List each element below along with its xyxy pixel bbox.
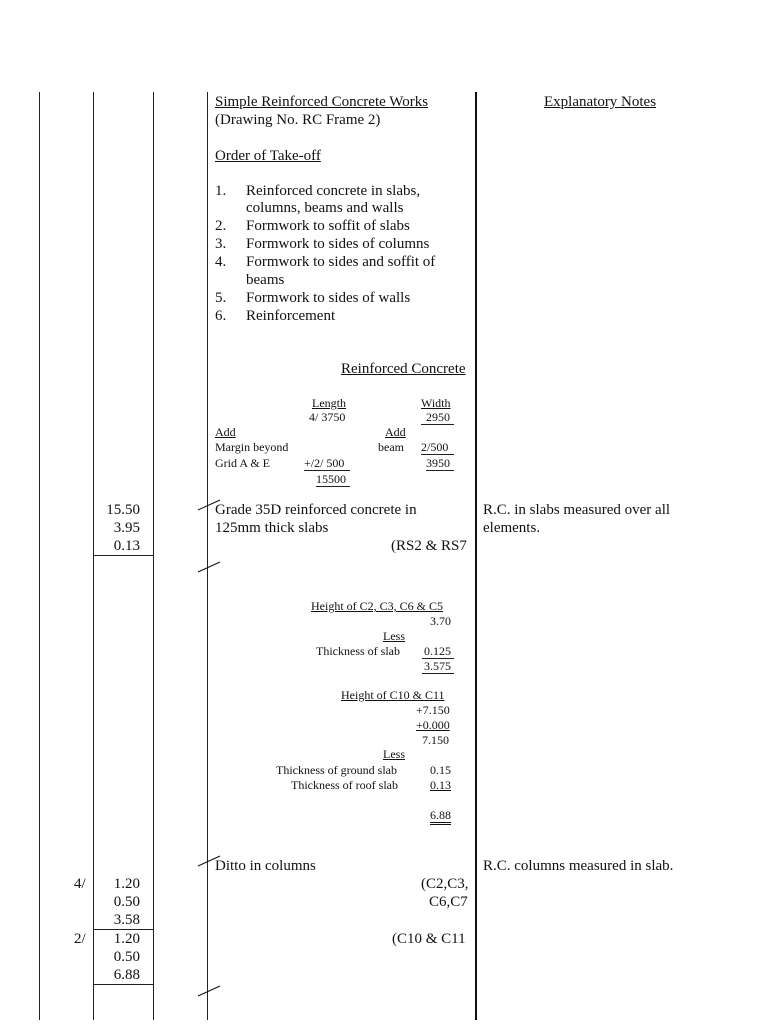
height-label: Height of C2, C3, C6 & C5 xyxy=(311,599,444,613)
height-result: 3.575 xyxy=(424,659,451,673)
dimension-column-rule-right xyxy=(153,92,154,1020)
drawing-ref: (RS2 & RS7 xyxy=(391,538,467,554)
dimension-group-rule xyxy=(93,984,153,985)
margin-value: +/2/ 500 xyxy=(304,456,345,470)
timesing-factor: 4/ xyxy=(74,876,86,892)
height-value: 7.150 xyxy=(422,733,449,747)
slab-thickness-label: Thickness of slab xyxy=(316,644,400,658)
roof-slab-value: 0.13 xyxy=(430,778,451,792)
dimension-value: 3.58 xyxy=(113,912,140,928)
order-item-number: 1. xyxy=(215,183,227,199)
slab-thickness-value: 0.125 xyxy=(424,644,451,658)
document-title: Simple Reinforced Concrete Works xyxy=(215,94,429,110)
dimension-value: 6.88 xyxy=(113,967,140,983)
add-label: Add xyxy=(215,425,236,439)
item-end-mark xyxy=(196,560,222,574)
grid-label: Grid A & E xyxy=(215,456,271,470)
height-value: +0.000 xyxy=(416,718,450,732)
length-label: Length xyxy=(312,396,346,410)
order-item-number: 6. xyxy=(215,308,227,324)
dimension-value: 0.50 xyxy=(113,949,140,965)
explanatory-notes-heading: Explanatory Notes xyxy=(544,94,657,110)
description-column-rule-right xyxy=(475,92,477,1020)
explanatory-note: elements. xyxy=(483,520,541,536)
order-item-number: 5. xyxy=(215,290,227,306)
roof-slab-label: Thickness of roof slab xyxy=(291,778,398,792)
item-description: 125mm thick slabs xyxy=(215,520,329,536)
length-total-rule xyxy=(304,470,350,471)
order-item-text: Reinforced concrete in slabs, xyxy=(246,183,421,199)
beam-rule xyxy=(421,454,454,455)
explanatory-note: R.C. in slabs measured over all xyxy=(483,502,671,518)
drawing-ref: C6,C7 xyxy=(429,894,468,910)
less-label: Less xyxy=(383,747,405,761)
dimension-value: 0.50 xyxy=(113,894,140,910)
result-underline xyxy=(422,673,454,674)
height-value: +7.150 xyxy=(416,703,450,717)
height-result-value: 6.88 xyxy=(430,808,451,825)
height-result xyxy=(430,809,451,821)
order-item-number: 4. xyxy=(215,254,227,270)
ground-slab-value: 0.15 xyxy=(430,763,451,777)
add-label: Add xyxy=(385,425,406,439)
drawing-ref: (C2,C3, xyxy=(421,876,469,892)
order-item-text: Formwork to sides of columns xyxy=(246,236,430,252)
ground-slab-label: Thickness of ground slab xyxy=(276,763,397,777)
dimension-value: 1.20 xyxy=(113,876,140,892)
beam-label: beam xyxy=(378,440,404,454)
height-label: Height of C10 & C11 xyxy=(341,688,445,702)
order-item-number: 3. xyxy=(215,236,227,252)
order-item-text: beams xyxy=(246,272,285,288)
width-label: Width xyxy=(421,396,451,410)
margin-label: Margin beyond xyxy=(215,440,289,454)
length-total: 15500 xyxy=(316,472,346,486)
width-total: 3950 xyxy=(426,456,450,470)
dimension-value: 15.50 xyxy=(106,502,140,518)
order-item-text: Formwork to sides of walls xyxy=(246,290,411,306)
section-heading-reinforced-concrete: Reinforced Concrete xyxy=(341,361,466,377)
dimension-group-rule xyxy=(93,555,153,556)
less-label: Less xyxy=(383,629,405,643)
drawing-ref: (C10 & C11 xyxy=(392,931,466,947)
width-value: 2950 xyxy=(426,410,450,424)
item-description: Ditto in columns xyxy=(215,858,316,874)
order-item-text: Reinforcement xyxy=(246,308,336,324)
squaring-column-rule-right xyxy=(207,92,208,1020)
width-underline xyxy=(421,424,454,425)
timesing-column-rule-left xyxy=(39,92,40,1020)
timesing-factor: 2/ xyxy=(74,931,86,947)
drawing-reference: (Drawing No. RC Frame 2) xyxy=(215,112,381,128)
length-value: 4/ 3750 xyxy=(309,410,346,424)
item-description: Grade 35D reinforced concrete in xyxy=(215,502,417,518)
explanatory-note: R.C. columns measured in slab. xyxy=(483,858,674,874)
beam-value: 2/500 xyxy=(421,440,449,454)
order-heading: Order of Take-off xyxy=(215,148,321,164)
order-item-text: Formwork to soffit of slabs xyxy=(246,218,410,234)
item-end-mark xyxy=(196,984,222,998)
order-item-number: 2. xyxy=(215,218,227,234)
dimension-group-rule xyxy=(93,929,153,930)
order-item-text: Formwork to sides and soffit of xyxy=(246,254,436,270)
dimension-value: 1.20 xyxy=(113,931,140,947)
width-total-underline xyxy=(426,470,454,471)
order-item-text: columns, beams and walls xyxy=(246,200,404,216)
height-value: 3.70 xyxy=(430,614,451,628)
length-total-underline xyxy=(316,486,350,487)
dimension-value: 0.13 xyxy=(113,538,140,554)
dimension-value: 3.95 xyxy=(113,520,140,536)
